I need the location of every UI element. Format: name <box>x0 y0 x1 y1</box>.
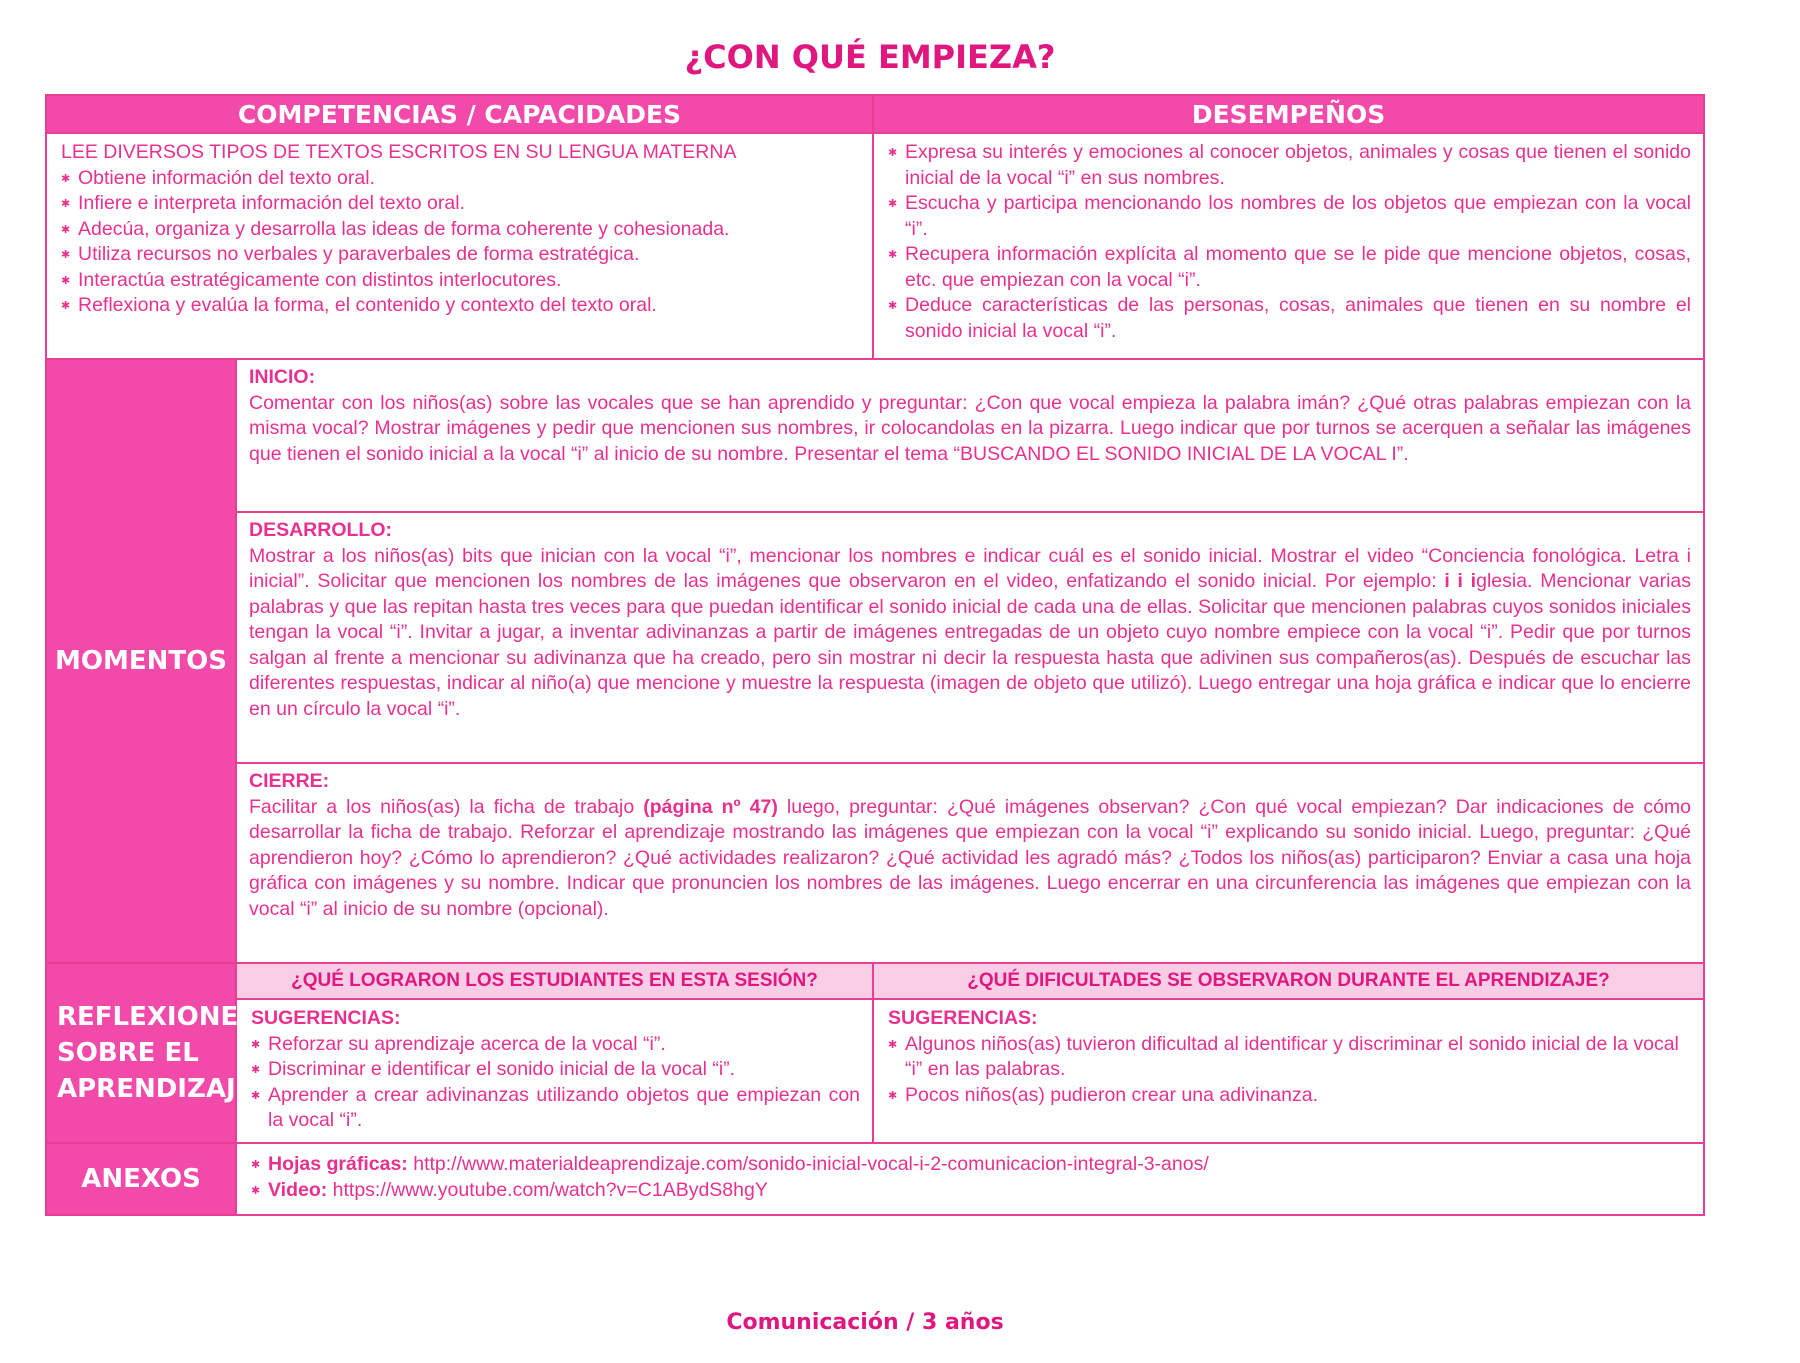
sugerencias-label: SUGERENCIAS: <box>251 1007 401 1029</box>
anexos-cell <box>236 1143 1704 1215</box>
cierre-page-ref: (página nº 47) <box>643 795 778 818</box>
list-item: ✱ Recupera información explícita al momento que se le pide que mencione objetos, cosas, etc. que empiezan con la vocal “i”. <box>888 242 1691 293</box>
logros-cell <box>236 999 873 1143</box>
dificultades-cell <box>873 999 1704 1143</box>
list-item: ✱ Discriminar e identificar el sonido inicial de la vocal “i”. <box>251 1057 860 1083</box>
desarrollo-text-b: glesia. Mencionar varias palabras y que las repitan hasta tres veces para que puedan identificar el sonido inicial de cada una de ellas. Solicitar que mencionen palabras cuyos sonidos iniciales tengan la vocal “i”. Invitar a jugar, a inventar adivinanzas a partir de imágenes entregadas de un objeto cuyo nombre empiece con la vocal “i”. Pedir que por turnos salgan al frente a mencionar su adivinanza que ha creado, pero sin mostrar ni decir la respuesta hasta que adivinen sus compañeros(as). Después de escuchar las diferentes respuestas, indicar al niño(a) que mencione y muestre la respuesta (imagen de objeto que utilizó). Luego entregar una hoja gráfica e indicar que lo encierre en un círculo la vocal “i”. <box>249 570 1692 720</box>
competencias-cell <box>46 133 873 359</box>
logros-question: ¿QUÉ LOGRARON LOS ESTUDIANTES EN ESTA SESIÓN? <box>236 963 873 999</box>
list-item: ✱ Adecúa, organiza y desarrolla las ideas de forma coherente y cohesionada. <box>61 217 860 243</box>
dificultades-question: ¿QUÉ DIFICULTADES SE OBSERVARON DURANTE EL APRENDIZAJE? <box>873 963 1704 999</box>
list-item <box>251 1178 1691 1204</box>
list-item: ✱ Reforzar su aprendizaje acerca de la vocal “i”. <box>251 1032 860 1058</box>
reflexiones-label-line: APRENDIZAJE <box>57 1073 254 1104</box>
competencia-heading: LEE DIVERSOS TIPOS DE TEXTOS ESCRITOS EN SU LENGUA MATERNA <box>61 141 737 163</box>
cierre-section <box>236 763 1704 963</box>
session-table-wrapper <box>45 94 1703 1201</box>
desarrollo-example: i i i <box>1444 570 1477 592</box>
list-item: ✱ Expresa su interés y emociones al conocer objetos, animales y cosas que tienen el sonido inicial de la vocal “i” en sus nombres. <box>888 140 1691 191</box>
list-item: ✱ Algunos niños(as) tuvieron dificultad al identificar y discriminar el sonido inicial de la vocal “i” en las palabras. <box>888 1032 1691 1083</box>
anexos-label: ANEXOS <box>46 1143 236 1215</box>
list-item: ✱ Deduce características de las personas, cosas, animales que tienen en su nombre el sonido inicial la vocal “i”. <box>888 293 1691 344</box>
desempenos-cell <box>873 133 1704 359</box>
inicio-label: INICIO: <box>249 366 316 388</box>
inicio-text: Comentar con los niños(as) sobre las vocales que se han aprendido y preguntar: ¿Con que vocal empieza la palabra imán? ¿Qué otras palabras empiezan con la misma vocal? Mostrar imágenes y pedir que mencionen sus nombres, ir colocandolas en la pizarra. Luego indicar que por turnos se acerquen a señalar las imágenes que tienen el sonido inicial a la vocal “i” al inicio de su nombre. Presentar el tema “BUSCANDO EL SONIDO INICIAL DE LA VOCAL I”. <box>249 391 1692 465</box>
page-title: ¿CON QUÉ EMPIEZA? <box>684 38 1056 76</box>
desempenos-list <box>888 140 1691 344</box>
cierre-label: CIERRE: <box>249 770 330 792</box>
list-item: ✱ Escucha y participa mencionando los nombres de los objetos que empiezan con la vocal “i”. <box>888 191 1691 242</box>
list-item: ✱ Reflexiona y evalúa la forma, el contenido y contexto del texto oral. <box>61 293 860 319</box>
competencias-header: COMPETENCIAS / CAPACIDADES <box>46 95 873 133</box>
video-label: Video: <box>268 1178 328 1201</box>
list-item: ✱ Interactúa estratégicamente con distintos interlocutores. <box>61 268 860 294</box>
anexos-list <box>251 1152 1691 1203</box>
reflexiones-label <box>46 963 257 1143</box>
desarrollo-section <box>236 512 1704 763</box>
desempenos-header: DESEMPEÑOS <box>873 95 1704 133</box>
session-table <box>45 94 1705 1216</box>
list-item: ✱ Obtiene información del texto oral. <box>61 166 860 192</box>
reflexiones-label-line: SOBRE EL <box>57 1037 199 1068</box>
hojas-label: Hojas gráficas: <box>268 1153 408 1175</box>
inicio-section <box>236 359 1704 512</box>
desarrollo-label: DESARROLLO: <box>249 519 392 541</box>
list-item: ✱ Infiere e interpreta información del texto oral. <box>61 191 860 217</box>
cierre-text-a: Facilitar a los niños(as) la ficha de trabajo <box>249 795 644 818</box>
desarrollo-text-a: Mostrar a los niños(as) bits que inician con la vocal “i”, mencionar los nombres e indicar cuál es el sonido inicial. Mostrar el video “Conciencia fonológica. Letra i inicial”. Solicitar que mencionen los nombres de las imágenes que observaron en el video, enfatizando el sonido inicial. Por ejemplo: <box>249 544 1692 592</box>
list-item: ✱ Aprender a crear adivinanzas utilizando objetos que empiezan con la vocal “i”. <box>251 1083 860 1134</box>
reflexiones-label-line: REFLEXIONES <box>57 1001 257 1032</box>
cierre-text-b: luego, preguntar: ¿Qué imágenes observan? ¿Con qué vocal empiezan? Dar indicaciones de cómo desarrollar la ficha de trabajo. Reforzar el aprendizaje mostrando las imágenes que empiezan con la vocal “i” explicando su sonido inicial. Luego, preguntar: ¿Qué aprendieron hoy? ¿Cómo lo aprendieron? ¿Qué actividades realizaron? ¿Qué actividad les agradó más? ¿Todos los niños(as) participaron? Enviar a casa una hoja gráfica con imágenes y su nombre. Indicar que pronuncien los nombres de las imágenes. Luego encerrar en una circunferencia las imágenes que empiezan con la vocal “i” al inicio de su nombre (opcional). <box>249 795 1692 920</box>
dificultades-list <box>888 1032 1691 1109</box>
list-item <box>251 1152 1691 1178</box>
capacidades-list <box>61 166 860 319</box>
footer-text: Comunicación / 3 años <box>726 1310 1004 1335</box>
momentos-label: MOMENTOS <box>46 359 236 963</box>
list-item: ✱ Utiliza recursos no verbales y paraverbales de forma estratégica. <box>61 242 860 268</box>
sugerencias-label: SUGERENCIAS: <box>888 1007 1038 1029</box>
logros-list <box>251 1032 860 1134</box>
hojas-link[interactable]: http://www.materialdeaprendizaje.com/sonido-inicial-vocal-i-2-comunicacion-integral-3-anos/ <box>413 1153 1209 1175</box>
video-link[interactable]: https://www.youtube.com/watch?v=C1ABydS8hgY <box>332 1178 768 1201</box>
list-item: ✱ Pocos niños(as) pudieron crear una adivinanza. <box>888 1083 1691 1109</box>
